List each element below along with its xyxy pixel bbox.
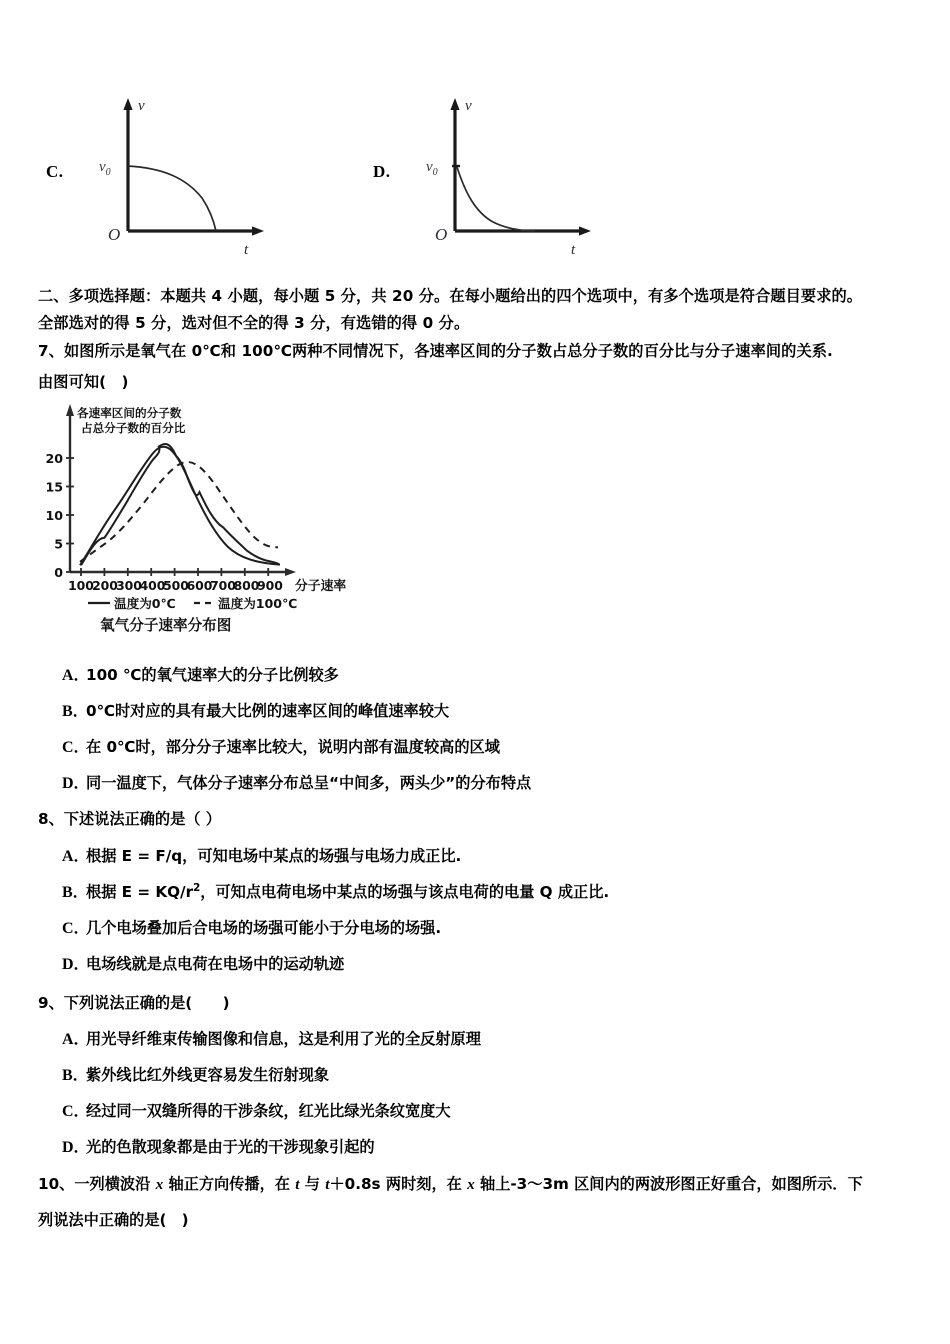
q9-option-d [62,1136,375,1159]
question-8-stem: 8、下述说法正确的是（ ） [38,810,221,828]
svg-text:900: 900 [257,578,283,593]
graph-c-v0-label: $v_0$ [99,159,111,178]
graph-d-x-axis-label: t [571,242,576,258]
q10-text-e: 轴上-3～3m 区间内的两波形图正好重合，如图所示．下 [474,1175,863,1193]
q9-option-a [62,1028,481,1051]
question-7-substem: 由图可知( ) [38,373,129,391]
q7-option-b-label: B． [62,703,89,720]
q7-option-a-label: A． [62,667,90,684]
q7-option-d [62,772,531,795]
q8-option-a-label: A． [62,848,90,865]
q10-var-t1: t [295,1176,300,1193]
q10-text-b: 轴正方向传播，在 [163,1175,296,1193]
q9-option-c-label: C． [62,1103,90,1120]
q9-option-b [62,1064,329,1087]
chart-y-axis-title-line2: 占总分子数的百分比 [81,421,186,435]
q9-option-c [62,1100,451,1123]
chart-svg [44,398,374,636]
chart-y-axis-title-line1: 各速率区间的分子数 [77,406,182,420]
question-10-stem-line1 [38,1173,863,1196]
option-d-label: D. [373,162,391,181]
graph-c-y-axis-label: v [138,98,145,114]
svg-text:5: 5 [54,536,63,552]
q9-option-d-text: 光的色散现象都是由于光的干涉现象引起的 [86,1138,375,1156]
q8-option-b-label: B． [62,884,89,901]
q8-option-c-label: C． [62,920,90,937]
graph-d-svg [395,88,615,263]
q7-option-c-text: 在 0℃时，部分分子速率比较大，说明内部有温度较高的区域 [86,738,500,756]
q10-var-t2: t [325,1176,330,1193]
svg-text:0: 0 [54,565,63,580]
graph-c-origin-label: O [108,225,121,244]
svg-text:500: 500 [163,578,189,593]
svg-text:300: 300 [116,578,142,593]
q9-option-a-text: 用光导纤维束传输图像和信息，这是利用了光的全反射原理 [86,1030,481,1048]
q7-option-c-label: C． [62,739,90,756]
q10-var-x2: x [467,1176,475,1193]
chart-x-tick-labels [68,578,283,593]
svg-text:20: 20 [45,451,63,466]
option-c-label: C. [46,162,64,181]
q8-option-c [62,917,441,940]
q7-option-c [62,736,500,759]
q10-var-x1: x [155,1176,164,1193]
q7-option-d-label: D． [62,775,90,792]
q10-text-d: ＋0.8s 两时刻，在 [329,1175,468,1193]
q9-option-d-label: D． [62,1139,90,1156]
graph-d-y-axis-label: v [465,98,472,114]
svg-text:600: 600 [186,578,213,593]
q10-text-a: 10、一列横波沿 [38,1175,156,1193]
section-heading-line1: 二、多项选择题：本题共 4 小题，每小题 5 分，共 20 分。在每小题给出的四个选项中，有多个选项是符合题目要求的。 [38,287,863,305]
svg-text:700: 700 [210,578,236,593]
q7-option-b-text: 0℃时对应的具有最大比例的速率区间的峰值速率较大 [86,702,450,720]
q9-option-b-text: 紫外线比红外线更容易发生衍射现象 [86,1066,329,1084]
q8-option-b-text-pre: 根据 E = KQ/r [86,883,194,901]
option-graph-c [40,88,370,263]
chart-series-dashed-100c [80,462,278,562]
q8-option-b [62,881,609,904]
q9-option-a-label: A． [62,1031,90,1048]
graph-d-v0-label: $v_0$ [426,159,438,178]
q8-option-c-text: 几个电场叠加后合电场的场强可能小于分电场的场强. [86,919,442,937]
q8-option-b-superscript: 2 [193,881,201,894]
q9-option-b-label: B． [62,1067,89,1084]
q8-option-d [62,953,344,976]
chart-legend [88,596,297,611]
q7-option-d-text: 同一温度下，气体分子速率分布总呈“中间多，两头少”的分布特点 [86,774,532,792]
graph-d-origin-label: O [435,225,448,244]
q8-option-d-label: D． [62,956,90,973]
chart-y-tick-labels [45,451,63,580]
q9-option-c-text: 经过同一双缝所得的干涉条纹，红光比绿光条纹宽度大 [86,1102,451,1120]
graph-c-svg [68,88,288,263]
svg-text:400: 400 [139,578,166,593]
legend-label-100c: 温度为100℃ [218,596,298,611]
svg-text:100: 100 [68,578,94,593]
q7-option-a-text: 100 ℃的氧气速率大的分子比例较多 [86,666,339,684]
q7-option-a [62,664,339,687]
legend-label-0c: 温度为0℃ [114,596,176,611]
question-7-stem: 7、如图所示是氧气在 0℃和 100℃两种不同情况下，各速率区间的分子数占总分子数的百分比与分子速率间的关系. [38,342,833,360]
option-graph-d [367,88,697,263]
q8-option-b-text-post: ，可知点电荷电场中某点的场强与该点电荷的电量 Q 成正比. [200,883,610,901]
question-9-stem: 9、下列说法正确的是( ) [38,994,230,1012]
question-10-stem-line2: 列说法中正确的是( ) [38,1211,189,1229]
q8-option-a [62,845,461,868]
q8-option-a-text: 根据 E = F/q，可知电场中某点的场强与电场力成正比. [86,847,462,865]
svg-text:200: 200 [92,578,118,593]
q7-option-b [62,700,449,723]
section-heading [38,283,923,337]
svg-text:15: 15 [45,479,63,495]
section-heading-line2: 全部选对的得 5 分，选对但不全的得 3 分，有选错的得 0 分。 [38,314,470,332]
graph-c-x-axis-label: t [244,242,249,258]
option-graphs-cd [0,88,950,263]
q10-text-c: 与 [299,1175,326,1193]
chart-caption: 氧气分子速率分布图 [100,617,232,634]
chart-x-axis-title: 分子速率 [295,579,347,594]
q8-option-d-text: 电场线就是点电荷在电场中的运动轨迹 [86,955,345,973]
svg-text:10: 10 [45,508,63,523]
svg-text:800: 800 [233,578,260,593]
oxygen-speed-distribution-chart [44,398,374,636]
